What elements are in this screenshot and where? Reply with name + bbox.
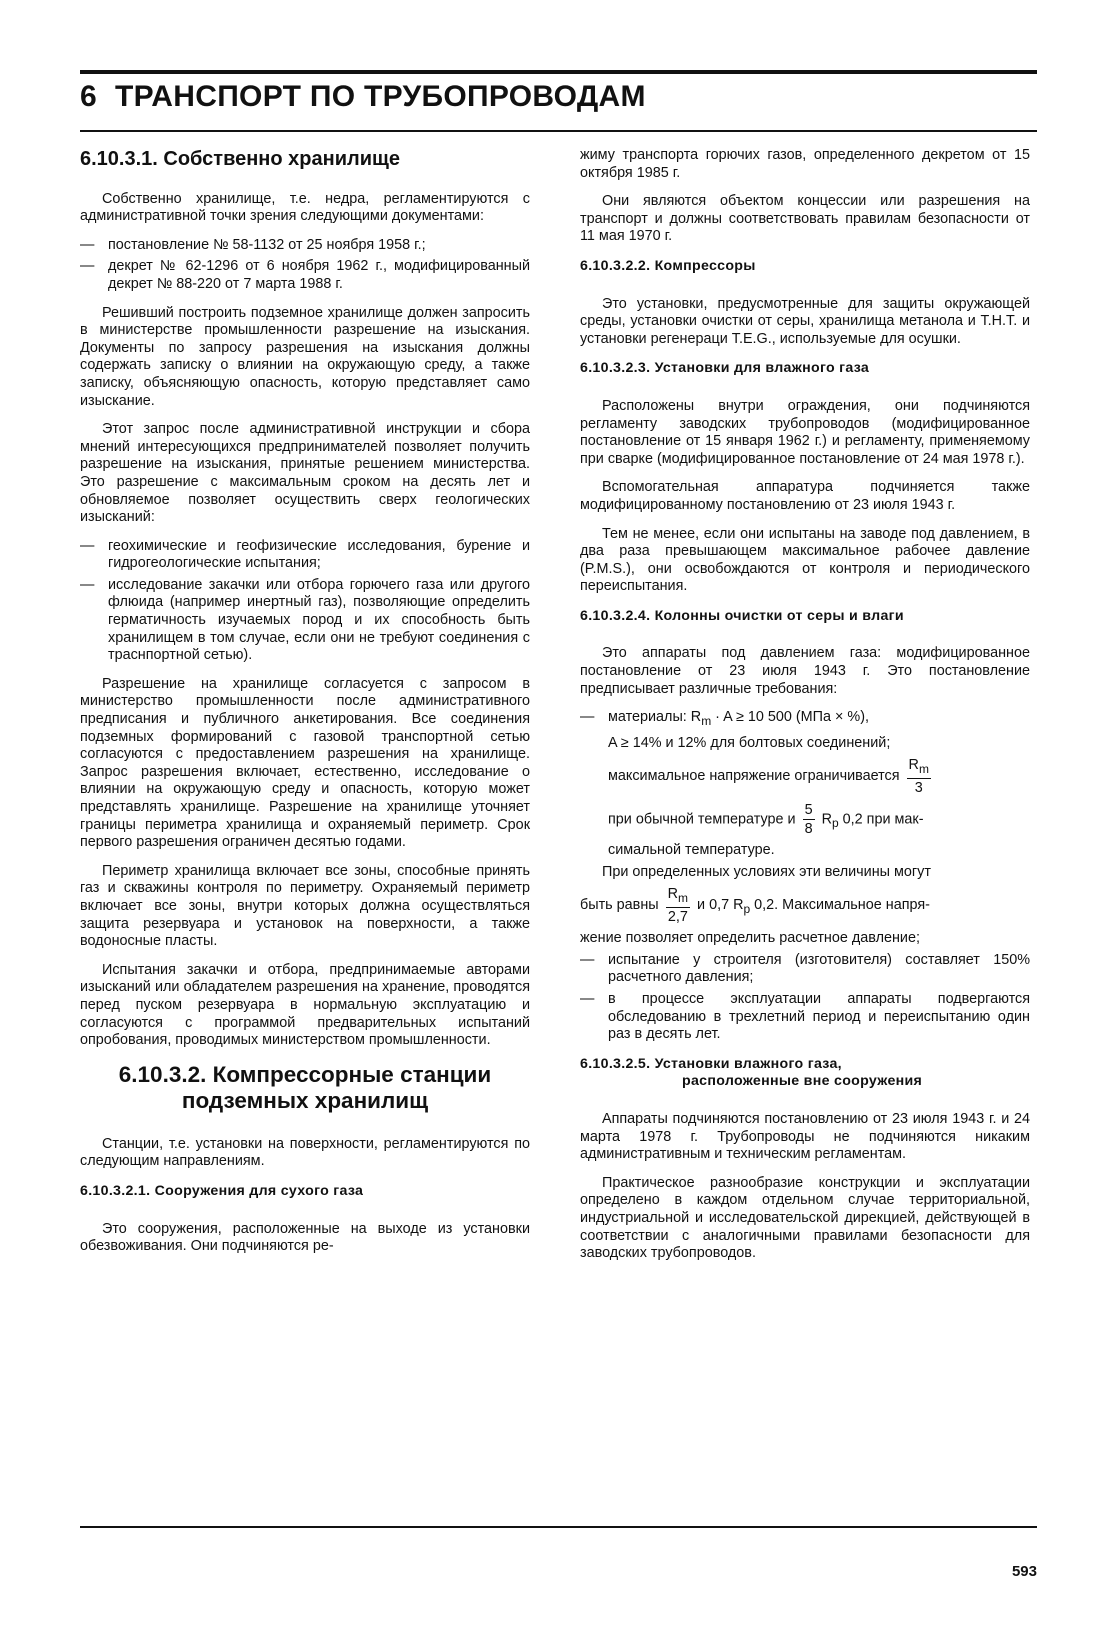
research-list (80, 538, 530, 665)
formula-subscript: p (743, 902, 751, 917)
test-list (580, 952, 1030, 1044)
chapter-number: 6 (80, 80, 97, 113)
list-item: — постановление № 58-1132 от 25 ноября 1958 г.; (80, 237, 530, 255)
bolt-joint-line: A ≥ 14% и 12% для болтовых соединений; (608, 734, 891, 751)
materials-formula (580, 709, 1030, 730)
chapter-title: ТРАНСПОРТ ПО ТРУБОПРОВОДАМ (115, 80, 646, 113)
list-item: — декрет № 62-1296 от 6 ноября 1962 г., модифицированный декрет № 88-220 от 7 марта 1988 г. (80, 258, 530, 293)
fraction-rm-over-2-7 (666, 885, 690, 926)
fraction-numerator: 5 (804, 802, 813, 819)
heading-line: 6.10.3.2.5. Установки влажного газа, (580, 1055, 842, 1072)
formula-subscript: m (678, 891, 689, 906)
formula-text: и 0,7 R (697, 897, 744, 914)
formula-text: · A ≥ 10 500 (МПа × %), (711, 709, 870, 726)
heading-line: 6.10.3.2. Компрессорные станции (118, 1061, 492, 1087)
formula-text: 0,2. Максимальное напря- (750, 897, 930, 914)
paragraph: Расположены внутри ограждения, они подчиняются регламенту заводских трубопроводов (модифицированное постановление от 15 января 1962 г.) и регламенту, применяемому при сварке (модифицированное постановление от 24 мая 1978 г.). (580, 397, 1030, 467)
heading-line: подземных хранилищ (181, 1087, 429, 1113)
fraction-numerator: R (667, 886, 679, 903)
temperature-line (580, 801, 1030, 838)
paragraph: Это аппараты под давлением газа: модифицированное постановление от 23 июля 1943 г. Это постановление предписывает различные требования: (580, 645, 1030, 697)
formula-subscript: m (918, 762, 929, 777)
fraction-denominator: 8 (804, 821, 813, 838)
header-top-rule (80, 70, 1037, 74)
paragraph: Станции, т.е. установки на поверхности, регламентируются по следующим направлениям. (80, 1135, 530, 1170)
formula-text: быть равны (580, 897, 659, 914)
formula-text: 0,2 при мак- (838, 811, 924, 828)
fraction-5-over-8 (803, 801, 815, 838)
formula-text: R (821, 811, 832, 828)
section-heading-6-10-3-2 (80, 1062, 530, 1114)
formula-text: максимальное напряжение ограничивается (608, 768, 900, 785)
subsection-heading-6-10-3-2-4: 6.10.3.2.4. Колонны очистки от серы и влаги (580, 607, 904, 624)
paragraph: Это установки, предусмотренные для защиты окружающей среды, установки очистки от серы, хранилища метанола и Т.Н.Т. и установки регенераци Т.Е.G., используемые для осушки. (580, 295, 1030, 347)
paragraph: Они являются объектом концессии или разрешения на транспорт и должны соответствовать правилам безопасности от 11 мая 1970 г. (580, 193, 1030, 245)
paragraph: жиму транспорта горючих газов, определенного декретом от 15 октября 1985 г. (580, 147, 1030, 181)
paragraph: Это сооружения, расположенные на выходе из установки обезвоживания. Они подчиняются ре- (80, 1220, 530, 1255)
right-column (580, 147, 1030, 1274)
paragraph: При определенных условиях эти величины могут (602, 863, 931, 880)
fraction-rm-over-3 (907, 756, 931, 797)
paragraph: Периметр хранилища включает все зоны, способные принять газ и скважины контроля по периметру. Охраняемый периметр включает все зоны, внутри которых должна осуществляться защита резервуара и установок на поверхности, а также водоносные пласты. (80, 862, 530, 950)
equal-line (580, 885, 1030, 926)
section-heading-6-10-3-1: 6.10.3.1. Собственно хранилище (80, 148, 400, 170)
subsection-heading-6-10-3-2-1: 6.10.3.2.1. Сооружения для сухого газа (80, 1182, 364, 1199)
paragraph: жение позволяет определить расчетное давление; (580, 930, 920, 947)
list-item: — геохимические и геофизические исследования, бурение и гидрогеологические испытания; (80, 538, 530, 573)
subsection-heading-6-10-3-2-2: 6.10.3.2.2. Компрессоры (580, 257, 756, 274)
header-bottom-rule (80, 130, 1037, 132)
formula-subscript: m (701, 714, 712, 729)
max-stress-line (580, 756, 1030, 797)
list-item: — в процессе эксплуатации аппараты подвергаются обследованию в трехлетний период и переиспытанию один раз в десять лет. (580, 991, 1030, 1044)
list-item: — испытание у строителя (изготовителя) составляет 150% расчетного давления; (580, 952, 1030, 987)
formula-text: материалы: R (608, 709, 702, 726)
page-number: 593 (1011, 1563, 1037, 1580)
paragraph: Тем не менее, если они испытаны на заводе под давлением, в два раза превышающем максимальное рабочее давление (P.M.S.), они освобождаются от контроля и периодического переиспытания. (580, 525, 1030, 595)
page-header (80, 80, 1037, 114)
paragraph: Испытания закачки и отбора, предпринимаемые авторами изысканий или обладателем разрешения на хранение, проводятся перед пуском резервуара в нормальную эксплуатацию и согласуются с программой предварительных испытаний опробования, проводимых министерством промышленности. (80, 961, 530, 1049)
paragraph: Решивший построить подземное хранилище должен запросить в министерстве промышленности разрешение на изыскания. Документы по запросу разрешения на изыскания должны содержать записку о влиянии на окружающую среду, а также записку, объясняющую опасность, которую представляет само изыскание. (80, 304, 530, 409)
fraction-denominator: 3 (914, 780, 923, 797)
formula-subscript: p (831, 816, 839, 831)
list-item: — исследование закачки или отбора горючего газа или другого флюида (например инертный газ), позволяющие определить герматичность изучаемых пород и их способность быть хранилищем в том случае, если они не требуют соединения с траснпортной сетью). (80, 577, 530, 665)
paragraph: Аппараты подчиняются постановлению от 23 июля 1943 г. и 24 марта 1978 г. Трубопроводы не подчиняются никаким административным и техническим регламентам. (580, 1111, 1030, 1163)
paragraph: Собственно хранилище, т.е. недра, регламентируются с административной точки зрения следующими документами: (80, 190, 530, 225)
paragraph: Практическое разнообразие конструкции и эксплуатации определено в каждом отдельном случае территориальной, индустриальной и исследовательской дирекцией, действующей в соответствии с аналогичными правилами безопасности для заводских трубопроводов. (580, 1174, 1030, 1262)
paragraph: Разрешение на хранилище согласуется с запросом в министерство промышленности после административного предписания и публичного анкетирования. Все соединения подземных формирований с газовой транспортной сетью согласуются с предоставлением разрешения на хранилище. Запрос разрешения включает, естественно, исследование о влиянии на окружающую среду и опасность, которую может представлять хранилище. Разрешение на хранилище уточняет границы периметра хранилища и охраняемый периметр. Срок первого разрешения ограничен десятью годами. (80, 675, 530, 851)
left-column (80, 147, 530, 1267)
subsection-heading-6-10-3-2-5 (580, 1056, 1030, 1091)
heading-line: расположенные вне сооружения (682, 1073, 923, 1090)
formula-text: при обычной температуре и (608, 811, 796, 828)
document-list (80, 237, 530, 294)
temperature-line-cont: симальной температуре. (608, 842, 775, 859)
paragraph: Этот запрос после административной инструкции и сбора мнений интересующихся предпринимателей позволяет получить разрешение на изыскания, принятые решением министерства. Это разрешение с максимальным сроком на десять лет и обновляемое позволяет осуществить сверх геологических изысканий: (80, 421, 530, 526)
fraction-numerator: R (908, 757, 919, 774)
subsection-heading-6-10-3-2-3: 6.10.3.2.3. Установки для влажного газа (580, 360, 870, 377)
paragraph: Вспомогательная аппаратура подчиняется также модифицированному постановлению от 23 июля 1943 г. (580, 479, 1030, 513)
footer-rule (80, 1526, 1037, 1528)
fraction-denominator: 2,7 (667, 909, 688, 926)
